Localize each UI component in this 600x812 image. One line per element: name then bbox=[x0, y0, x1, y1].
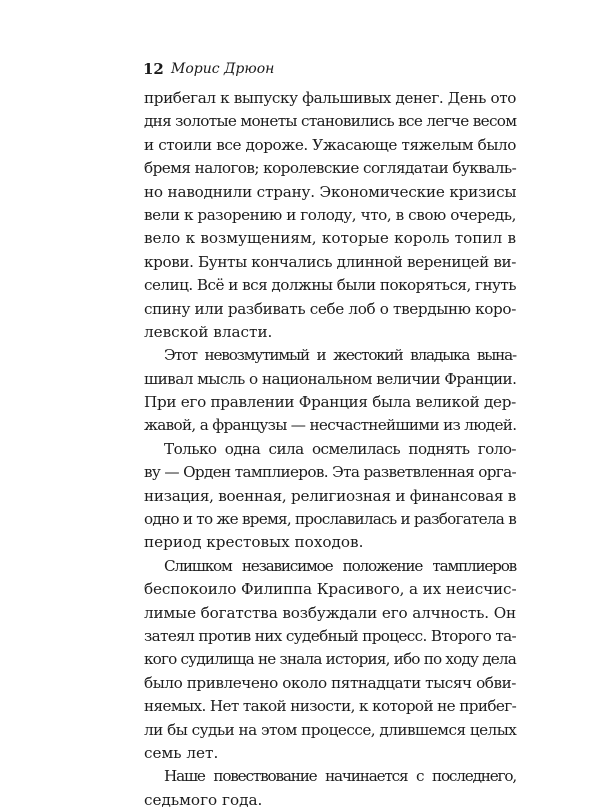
running-head-author: Морис Дрюон bbox=[171, 61, 275, 77]
text-line: дня золотые монеты становились все легче весом bbox=[144, 112, 517, 131]
paragraph-2 bbox=[144, 344, 516, 438]
text-line: ву — Орден тамплиеров. Эта разветвленная орга- bbox=[144, 463, 516, 482]
text-line: няемых. Нет такой низости, к которой не прибег- bbox=[144, 697, 517, 716]
text-line: период крестовых походов. bbox=[144, 533, 364, 552]
text-line: При его правлении Франция была великой дер- bbox=[144, 393, 516, 412]
body-text bbox=[144, 87, 516, 812]
paragraph-5 bbox=[144, 765, 516, 812]
text-line: жавой, а французы — несчастнейшими из людей. bbox=[144, 416, 517, 435]
text-line: прибегал к выпуску фальшивых денег. День ото bbox=[144, 89, 516, 107]
paragraph-1 bbox=[144, 87, 516, 344]
text-line: левской власти. bbox=[144, 322, 273, 341]
text-line: и стоили все дороже. Ужасающе тяжелым было bbox=[144, 135, 516, 154]
text-line: шивал мысль о национальном величии Франции. bbox=[144, 369, 517, 388]
text-line: но наводнили страну. Экономические кризисы bbox=[144, 182, 517, 201]
text-line: Наше повествование начинается с последнего, bbox=[164, 767, 516, 786]
text-line: затеял против них судебный процесс. Второго та- bbox=[144, 626, 516, 645]
page-header bbox=[143, 58, 523, 80]
text-line: Только одна сила осмелилась поднять голо- bbox=[164, 439, 516, 458]
text-line: низация, военная, религиозная и финансовая в bbox=[144, 486, 516, 505]
text-line: лимые богатства возбуждали его алчность. Он bbox=[144, 603, 516, 622]
text-line: Этот невозмутимый и жестокий владыка вына- bbox=[164, 346, 516, 365]
text-line: ли бы судьи на этом процессе, длившемся целых bbox=[144, 720, 517, 739]
text-line: крови. Бунты кончались длинной вереницей ви- bbox=[144, 252, 516, 271]
text-line: было привлечено около пятнадцати тысяч обви- bbox=[144, 673, 516, 692]
paragraph-4 bbox=[144, 555, 516, 766]
text-line: селиц. Всё и вся должны были покоряться, гнуть bbox=[144, 276, 516, 295]
text-line: вело к возмущениям, которые король топил в bbox=[144, 229, 516, 248]
text-line: беспокоило Филиппа Красивого, а их неисчис- bbox=[144, 580, 517, 599]
text-line: семь лет. bbox=[144, 743, 219, 762]
text-line: вели к разорению и голоду, что, в свою очередь, bbox=[144, 205, 516, 224]
text-line: седьмого года. bbox=[144, 790, 263, 809]
text-line: Слишком независимое положение тамплиеров bbox=[164, 556, 516, 575]
page-number: 12 bbox=[143, 60, 164, 78]
text-line: спину или разбивать себе лоб о твердыню коро- bbox=[144, 299, 516, 318]
text-line: кого судилища не знала история, ибо по ходу дела bbox=[144, 650, 516, 669]
paragraph-3 bbox=[144, 438, 516, 555]
text-line: бремя налогов; королевские соглядатаи букваль- bbox=[144, 159, 517, 178]
text-line: одно и то же время, прославилась и разбогатела в bbox=[144, 510, 516, 529]
